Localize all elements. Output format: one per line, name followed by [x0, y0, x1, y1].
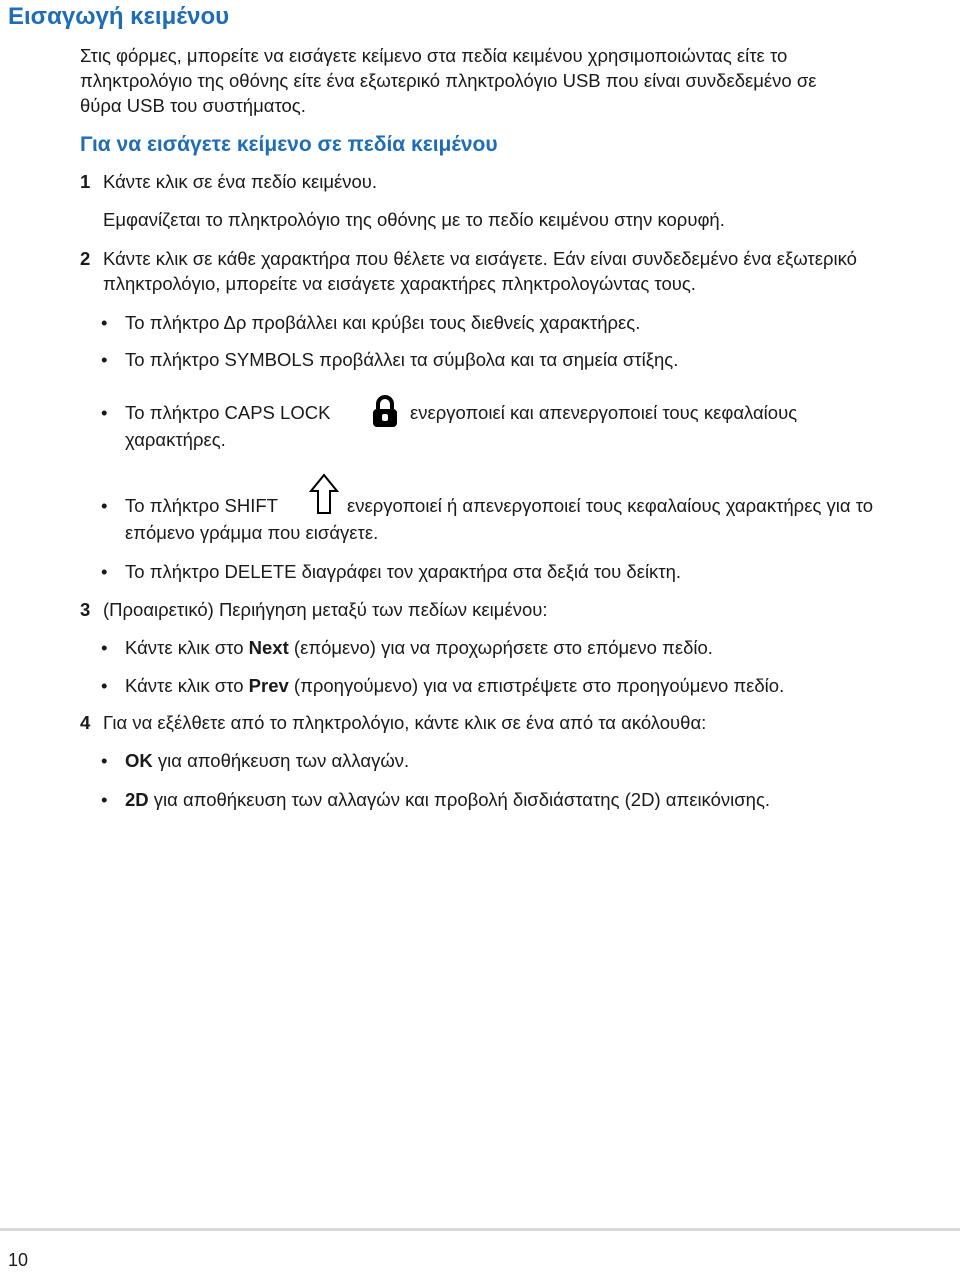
intro-line-3: θύρα USB του συστήματος.	[80, 95, 306, 116]
bullet-dot: •	[101, 750, 108, 771]
bullet-prev-pre: Κάντε κλικ στο	[125, 675, 249, 696]
footer-divider	[0, 1228, 960, 1231]
bullet-2d	[125, 785, 770, 815]
bullet-shift-text-c: επόμενο γράμμα που εισάγετε.	[125, 522, 379, 543]
bullet-dot: •	[101, 675, 108, 696]
step-2-number: 2	[80, 248, 91, 269]
step-4-number: 4	[80, 712, 91, 733]
step-1-text: Κάντε κλικ σε ένα πεδίο κειμένου.	[103, 171, 378, 192]
bullet-caps-text-a: Το πλήκτρο CAPS LOCK	[125, 402, 331, 423]
bullet-ok-post: για αποθήκευση των αλλαγών.	[152, 750, 410, 771]
lock-icon	[369, 393, 401, 431]
bullet-prev-post: (προηγούμενο) για να επιστρέψετε στο προηγούμενο πεδίο.	[288, 675, 785, 696]
bullet-ok	[125, 746, 409, 776]
bullet-dot: •	[101, 561, 108, 582]
bullet-dot: •	[101, 789, 108, 810]
section-heading: Για να εισάγετε κείμενο σε πεδία κειμένου	[80, 133, 498, 156]
prev-keyword: Prev	[248, 675, 289, 696]
bullet-dot: •	[101, 637, 108, 658]
next-keyword: Next	[248, 637, 289, 658]
step-2-line-2: πληκτρολόγιο, μπορείτε να εισάγετε χαρακτήρες πληκτρολογώντας τους.	[103, 273, 696, 294]
bullet-symbols-key: Το πλήκτρο SYMBOLS προβάλλει τα σύμβολα και τα σημεία στίξης.	[125, 349, 679, 370]
bullet-next-pre: Κάντε κλικ στο	[125, 637, 249, 658]
bullet-dot: •	[101, 312, 108, 333]
bullet-dot: •	[101, 402, 108, 423]
shift-arrow-icon	[309, 473, 339, 515]
bullet-prev	[125, 671, 784, 701]
step-4-text: Για να εξέλθετε από το πληκτρολόγιο, κάντε κλικ σε ένα από τα ακόλουθα:	[103, 712, 707, 733]
step-3-number: 3	[80, 599, 91, 620]
bullet-next	[125, 633, 713, 663]
ok-keyword: OK	[125, 750, 153, 771]
bullet-caps-text-c: χαρακτήρες.	[125, 429, 226, 450]
bullet-delete-key: Το πλήκτρο DELETE διαγράφει τον χαρακτήρα στα δεξιά του δείκτη.	[125, 561, 682, 582]
bullet-next-post: (επόμενο) για να προχωρήσετε στο επόμενο πεδίο.	[288, 637, 713, 658]
bullet-caps-text-b: ενεργοποιεί και απενεργοποιεί τους κεφαλαίους	[410, 402, 798, 423]
intro-line-1: Στις φόρμες, μπορείτε να εισάγετε κείμενο στα πεδία κειμένου χρησιμοποιώντας είτε το	[80, 45, 788, 66]
bullet-dot: •	[101, 349, 108, 370]
page-title: Εισαγωγή κειμένου	[8, 3, 230, 30]
bullet-shift-text-b: ενεργοποιεί ή απενεργοποιεί τους κεφαλαίους χαρακτήρες για το	[347, 495, 874, 516]
intro-line-2: πληκτρολόγιο της οθόνης είτε ένα εξωτερικό πληκτρολόγιο USB που είναι συνδεδεμένο σε	[80, 70, 817, 91]
page-number: 10	[8, 1250, 29, 1270]
bullet-2d-post: για αποθήκευση των αλλαγών και προβολή δισδιάστατης (2D) απεικόνισης.	[148, 789, 770, 810]
step-1-note: Εμφανίζεται το πληκτρολόγιο της οθόνης με το πεδίο κειμένου στην κορυφή.	[103, 209, 725, 230]
step-1-number: 1	[80, 171, 91, 192]
bullet-shift-text-a: Το πλήκτρο SHIFT	[125, 495, 278, 516]
step-2-line-1: Κάντε κλικ σε κάθε χαρακτήρα που θέλετε να εισάγετε. Εάν είναι συνδεδεμένο ένα εξωτερικό	[103, 248, 857, 269]
bullet-dot: •	[101, 495, 108, 516]
2d-keyword: 2D	[125, 789, 149, 810]
bullet-dr-key: Το πλήκτρο Δρ προβάλλει και κρύβει τους διεθνείς χαρακτήρες.	[125, 312, 641, 333]
step-3-text: (Προαιρετικό) Περιήγηση μεταξύ των πεδίων κειμένου:	[103, 599, 548, 620]
